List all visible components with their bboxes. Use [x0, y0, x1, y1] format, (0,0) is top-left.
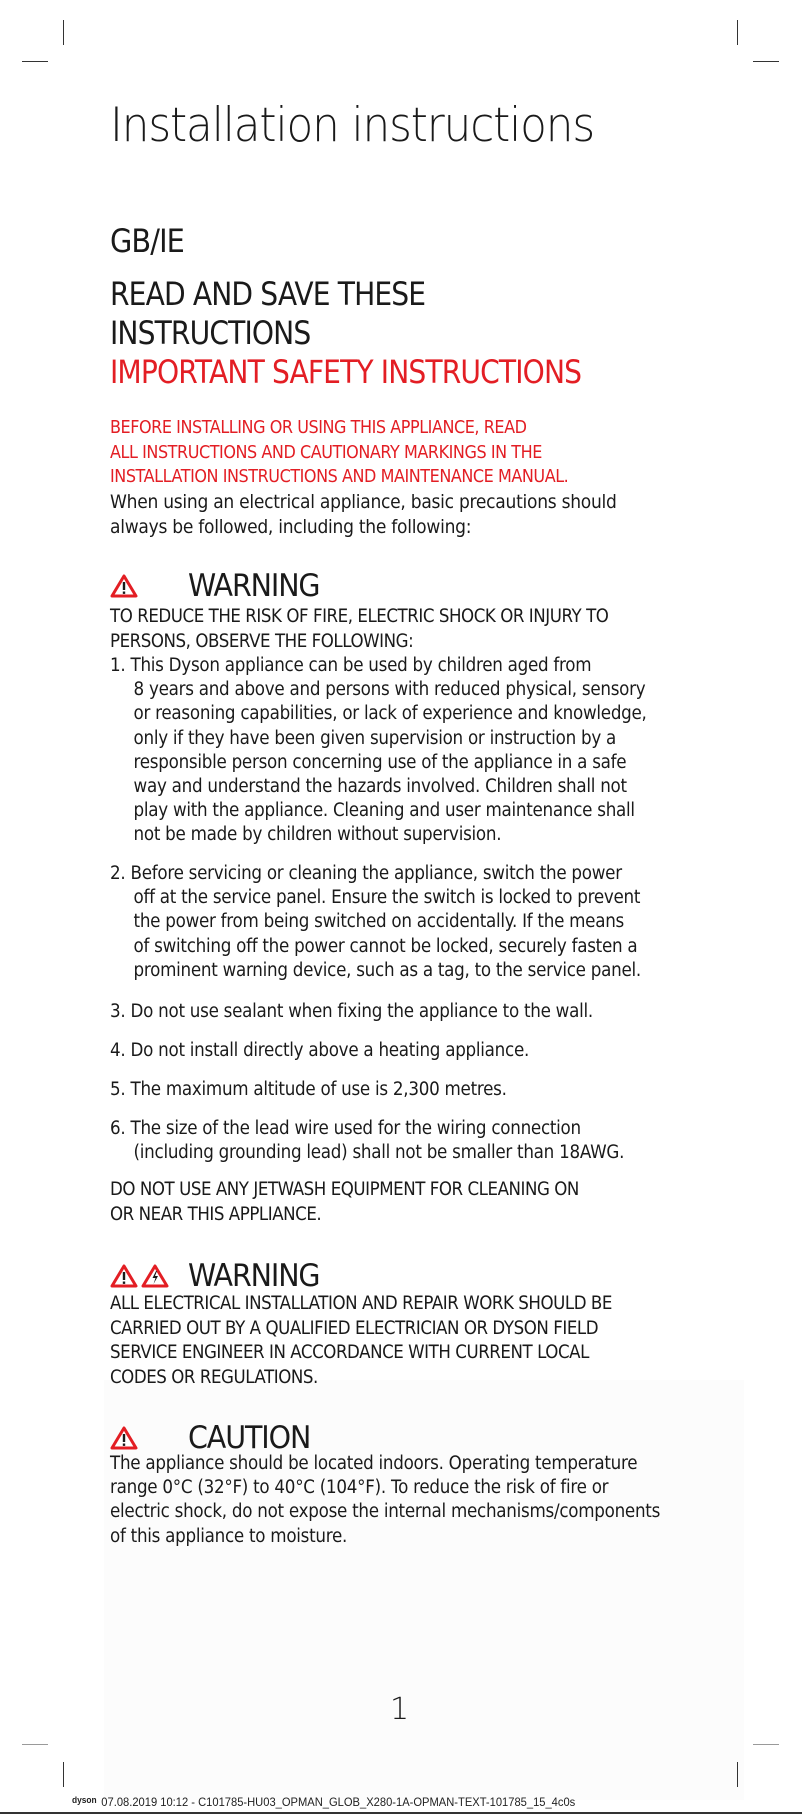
- page-number: 1: [390, 1692, 410, 1727]
- warning-lead: [110, 605, 608, 654]
- electric-hazard-icon: [141, 1264, 169, 1288]
- item-text: (including grounding lead) shall not be smaller than 18AWG.: [133, 1142, 625, 1164]
- item-text: of switching off the power cannot be locked, securely fasten a: [133, 935, 638, 957]
- crop-mark: [737, 20, 738, 45]
- intro-line: always be followed, including the following:: [110, 516, 472, 538]
- caution-text: [110, 1452, 660, 1549]
- important-safety-heading: IMPORTANT SAFETY INSTRUCTIONS: [110, 353, 582, 391]
- item-number: 2.: [110, 863, 126, 884]
- region-code: GB/IE: [110, 222, 184, 260]
- item-text: play with the appliance. Cleaning and user maintenance shall: [133, 800, 635, 822]
- item-text: prominent warning device, such as a tag, to the service panel.: [133, 959, 641, 981]
- warning-line: SERVICE ENGINEER IN ACCORDANCE WITH CURRENT LOCAL: [110, 1342, 589, 1363]
- lead-line: PERSONS, OBSERVE THE FOLLOWING:: [110, 630, 414, 652]
- heading-line: INSTRUCTIONS: [110, 314, 311, 352]
- list-item: [110, 1000, 593, 1024]
- dyson-logo: dyson: [72, 1795, 97, 1805]
- warning-line: CODES OR REGULATIONS.: [110, 1366, 318, 1388]
- warning-line: ALL ELECTRICAL INSTALLATION AND REPAIR WORK SHOULD BE: [110, 1293, 612, 1314]
- list-item: [110, 1078, 507, 1102]
- crop-mark: [63, 20, 64, 45]
- electrical-warning-heading: [110, 1258, 331, 1294]
- item-text: or reasoning capabilities, or lack of experience and knowledge,: [133, 703, 647, 725]
- notice-line: INSTALLATION INSTRUCTIONS AND MAINTENANCE MANUAL.: [110, 466, 569, 487]
- caution-line: range 0°C (32°F) to 40°C (104°F). To reduce the risk of fire or: [110, 1477, 609, 1499]
- item-text: way and understand the hazards involved. Children shall not: [133, 776, 627, 798]
- caution-line: of this appliance to moisture.: [110, 1525, 348, 1547]
- item-text: The size of the lead wire used for the wiring connection: [130, 1118, 581, 1139]
- item-text: only if they have been given supervision or instruction by a: [133, 727, 617, 749]
- item-text: Do not install directly above a heating appliance.: [130, 1040, 530, 1061]
- notice-line: DO NOT USE ANY JETWASH EQUIPMENT FOR CLEANING ON: [110, 1179, 579, 1200]
- warning-line: CARRIED OUT BY A QUALIFIED ELECTRICIAN OR DYSON FIELD: [110, 1317, 599, 1339]
- warning-heading: [110, 568, 331, 604]
- lead-line: TO REDUCE THE RISK OF FIRE, ELECTRIC SHOCK OR INJURY TO: [110, 606, 609, 627]
- item-number: 3.: [110, 1001, 126, 1022]
- item-number: 6.: [110, 1118, 126, 1139]
- crop-mark: [22, 1744, 48, 1745]
- heading-line: READ AND SAVE THESE: [110, 275, 426, 313]
- warning-triangle-icon: [110, 1264, 138, 1288]
- list-item: [110, 1039, 529, 1063]
- item-text: This Dyson appliance can be used by children aged from: [130, 655, 592, 676]
- item-text: The maximum altitude of use is 2,300 metres.: [130, 1079, 507, 1100]
- item-text: not be made by children without supervision.: [133, 824, 502, 846]
- crop-mark: [753, 1744, 779, 1745]
- notice-line: ALL INSTRUCTIONS AND CAUTIONARY MARKINGS IN THE: [110, 441, 542, 463]
- slug-text: 07.08.2019 10:12 - C101785-HU03_OPMAN_GLOB_X280-1A-OPMAN-TEXT-101785_15_4c0s: [101, 1795, 576, 1809]
- caution-label: CAUTION: [188, 1420, 311, 1456]
- crop-mark: [63, 1762, 64, 1787]
- intro-paragraph: [110, 490, 617, 540]
- warning-triangle-icon: [110, 1426, 138, 1450]
- item-text: off at the service panel. Ensure the switch is locked to prevent: [133, 887, 641, 909]
- warning-label: WARNING: [188, 1258, 320, 1294]
- item-text: Do not use sealant when fixing the appliance to the wall.: [130, 1001, 593, 1022]
- item-text: 8 years and above and persons with reduced physical, sensory: [133, 679, 646, 701]
- caution-line: electric shock, do not expose the internal mechanisms/components: [110, 1501, 661, 1523]
- intro-line: When using an electrical appliance, basic precautions should: [110, 491, 617, 513]
- item-text: Before servicing or cleaning the appliance, switch the power: [130, 863, 622, 884]
- caution-line: The appliance should be located indoors. Operating temperature: [110, 1453, 638, 1474]
- red-intro-notice: [110, 416, 680, 490]
- read-save-heading: [110, 275, 581, 392]
- jetwash-notice: [110, 1178, 579, 1227]
- item-number: 1.: [110, 655, 126, 676]
- crop-mark: [753, 61, 779, 62]
- crop-mark: [737, 1762, 738, 1787]
- caution-heading: [110, 1420, 321, 1456]
- item-number: 5.: [110, 1079, 126, 1100]
- item-number: 4.: [110, 1040, 126, 1061]
- list-item: [110, 1117, 624, 1165]
- notice-line: OR NEAR THIS APPLIANCE.: [110, 1203, 322, 1225]
- notice-line: BEFORE INSTALLING OR USING THIS APPLIANCE, READ: [110, 417, 527, 438]
- page-title: Installation instructions: [110, 98, 595, 153]
- crop-mark: [22, 61, 48, 62]
- warning-triangle-icon: [110, 574, 138, 598]
- warning-label: WARNING: [188, 568, 320, 604]
- print-slug: [72, 1795, 575, 1809]
- item-text: responsible person concerning use of the appliance in a safe: [133, 751, 627, 773]
- item-text: the power from being switched on accidentally. If the means: [133, 911, 624, 933]
- list-item: [110, 862, 641, 983]
- list-item: [110, 654, 647, 848]
- electrical-warning-text: [110, 1292, 612, 1390]
